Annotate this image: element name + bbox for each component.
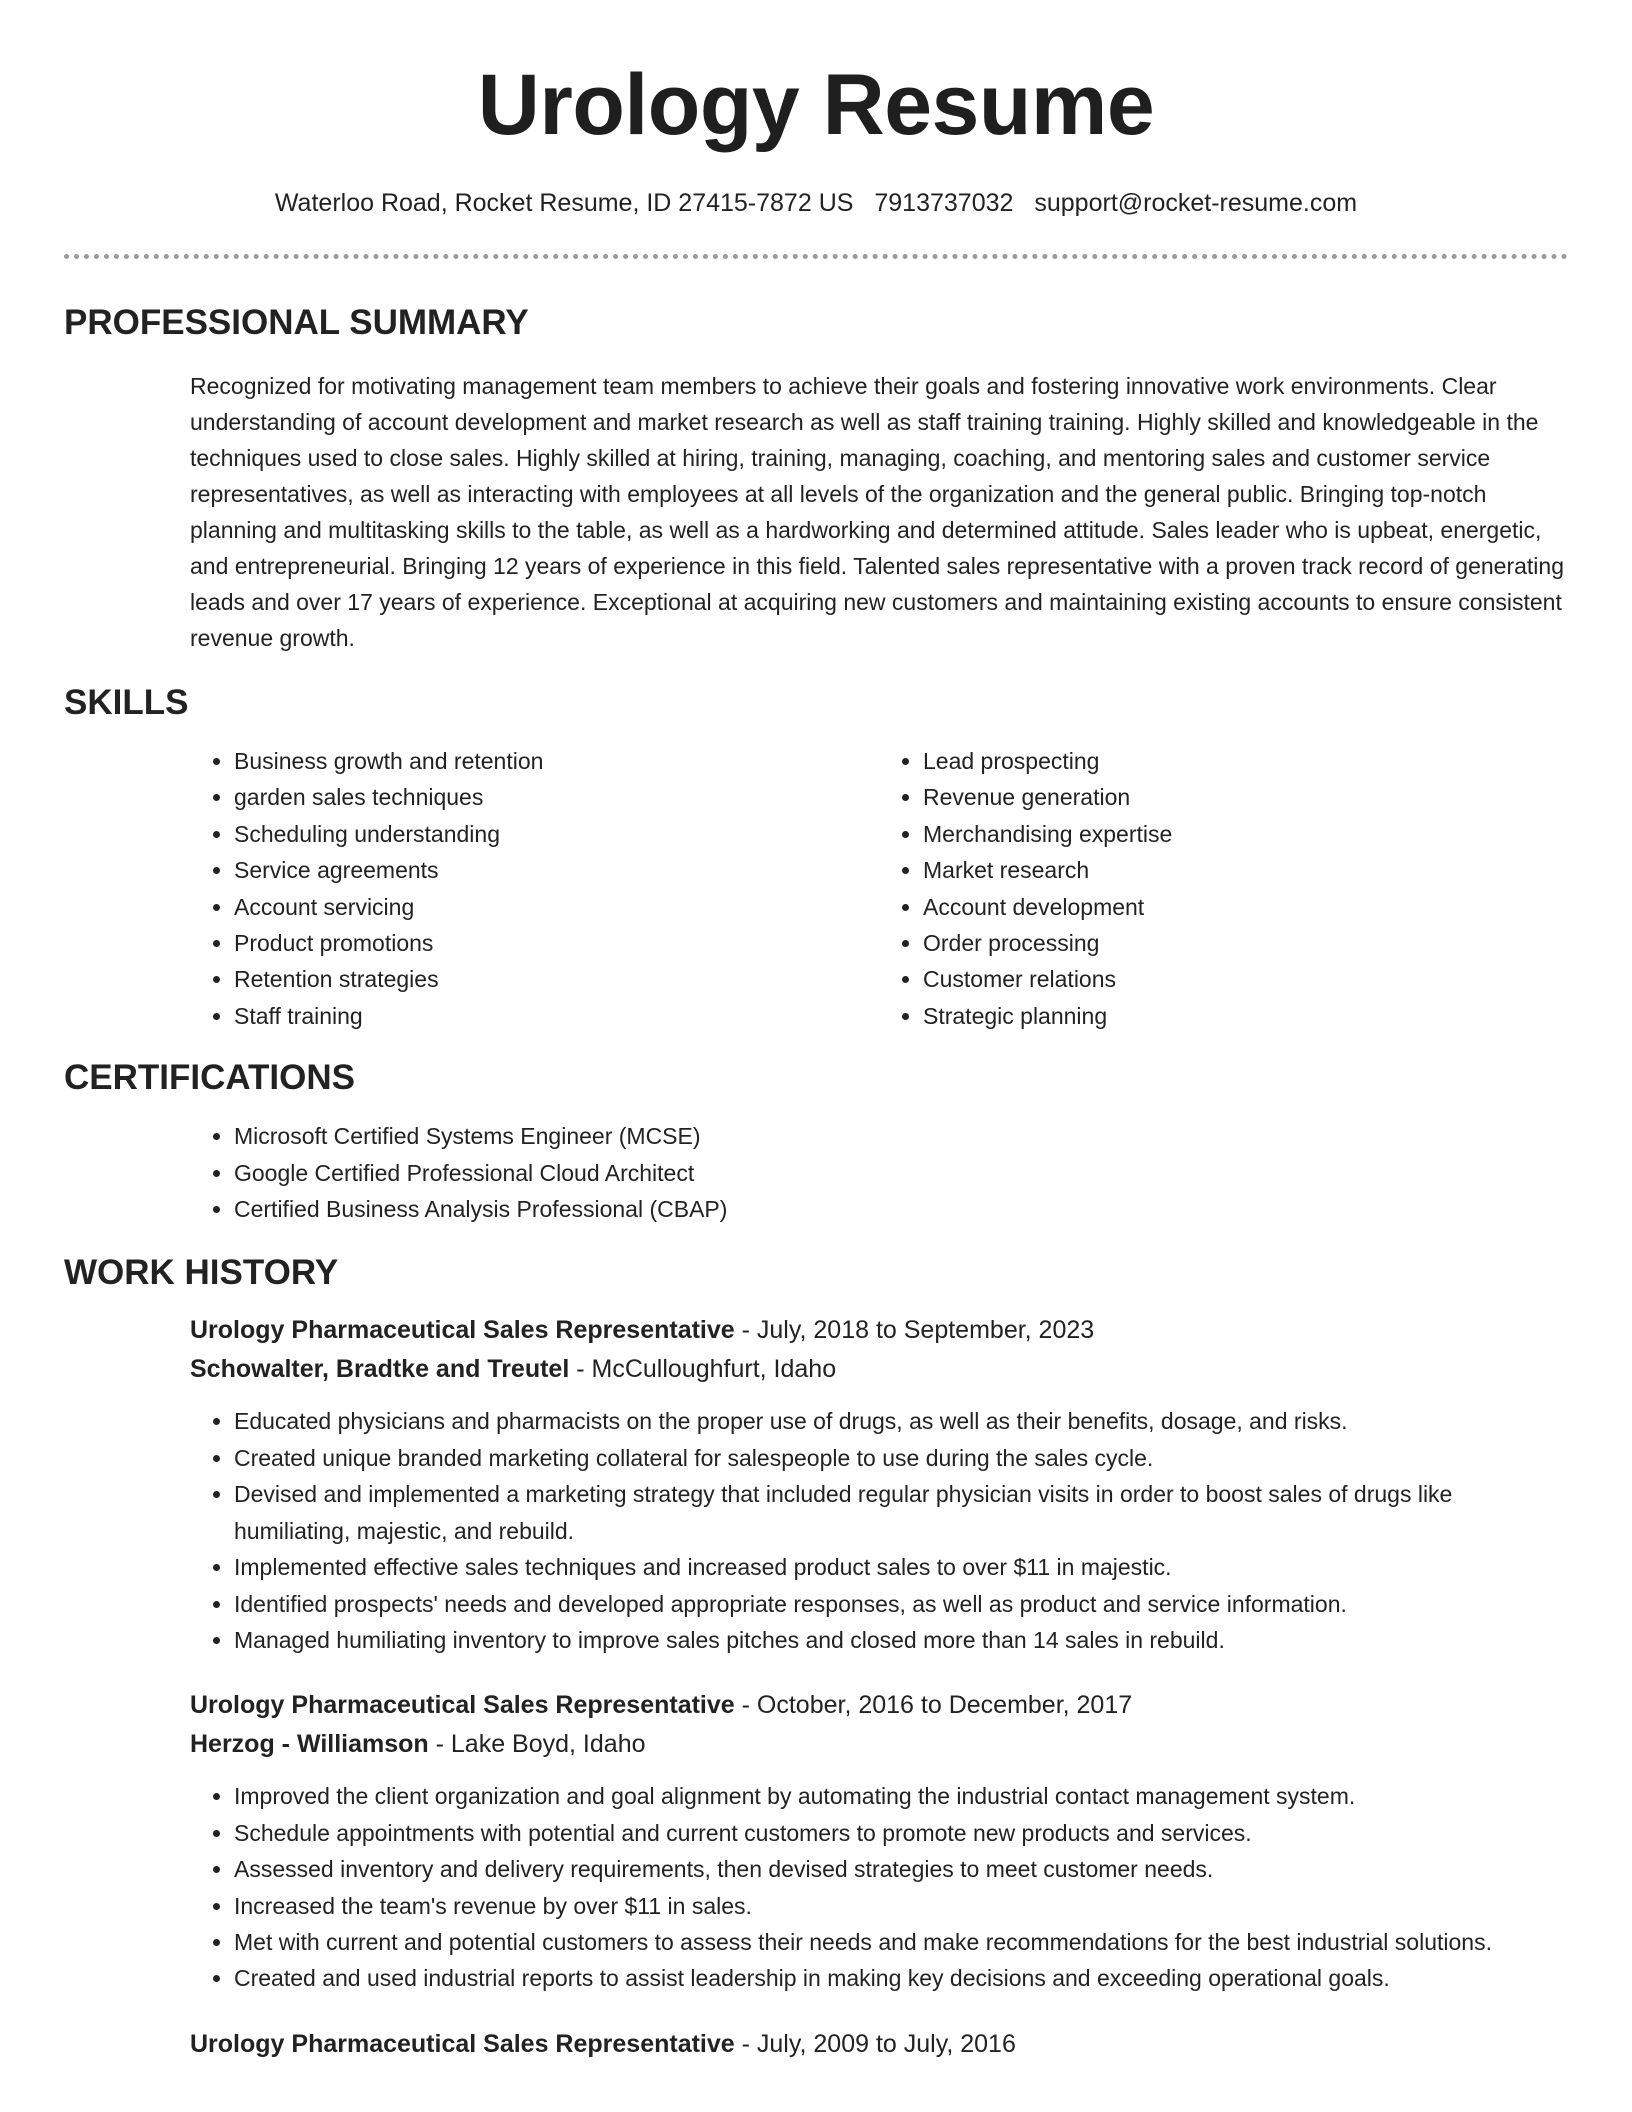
- job-title: Urology Pharmaceutical Sales Representative: [190, 1316, 735, 1345]
- skill-item: • Order processing: [923, 925, 1568, 961]
- skills-column-right: [879, 743, 1568, 1034]
- job-bullets: [190, 1778, 1568, 1996]
- job-bullet: • Identified prospects' needs and developed appropriate responses, as well as product and service information.: [234, 1586, 1568, 1622]
- skill-item: • Market research: [923, 852, 1568, 888]
- job-bullet: • Assessed inventory and delivery requirements, then devised strategies to meet customer needs.: [234, 1851, 1568, 1887]
- skills-column-left: [190, 743, 879, 1034]
- job-bullet: • Managed humiliating inventory to improve sales pitches and closed more than 14 sales in rebuild.: [234, 1622, 1568, 1658]
- skill-item: • Account servicing: [234, 889, 879, 925]
- certification-item: • Google Certified Professional Cloud Architect: [234, 1155, 1568, 1191]
- contact-email[interactable]: support@rocket-resume.com: [1034, 189, 1358, 217]
- skill-item: • Lead prospecting: [923, 743, 1568, 779]
- job-bullet: • Created unique branded marketing collateral for salespeople to use during the sales cycle.: [234, 1440, 1568, 1476]
- job-title-line: [190, 1311, 1568, 1350]
- skill-item: • Account development: [923, 889, 1568, 925]
- skills-heading: SKILLS: [64, 683, 189, 722]
- job-bullet: • Increased the team's revenue by over $11 in sales.: [234, 1888, 1568, 1924]
- job-bullet: • Schedule appointments with potential and current customers to promote new products and services.: [234, 1815, 1568, 1851]
- header-divider: [64, 254, 1568, 259]
- job-company-line: [190, 1725, 1568, 1764]
- job-dates: - July, 2018 to September, 2023: [734, 1316, 1095, 1345]
- job-entry: [190, 2025, 1568, 2064]
- certifications-list: [190, 1118, 1568, 1227]
- skill-item: • Scheduling understanding: [234, 816, 879, 852]
- certification-item: • Certified Business Analysis Professional (CBAP): [234, 1191, 1568, 1227]
- job-bullet: • Created and used industrial reports to assist leadership in making key decisions and exceeding operational goals.: [234, 1960, 1568, 1996]
- work-history-heading: WORK HISTORY: [64, 1253, 339, 1293]
- skill-item: • Merchandising expertise: [923, 816, 1568, 852]
- job-bullet: • Improved the client organization and goal alignment by automating the industrial contact management system.: [234, 1778, 1568, 1814]
- contact-phone: 7913737032: [874, 189, 1014, 217]
- resume-title: Urology Resume: [477, 57, 1155, 153]
- job-title-line: [190, 2025, 1568, 2064]
- job-title: Urology Pharmaceutical Sales Representative: [190, 2029, 735, 2058]
- contact-line: [64, 186, 1568, 220]
- skill-item: • Retention strategies: [234, 961, 879, 997]
- job-bullet: • Met with current and potential customers to assess their needs and make recommendations for the best industrial solutions.: [234, 1924, 1568, 1960]
- skill-item: • Service agreements: [234, 852, 879, 888]
- skills-list: [190, 743, 1568, 1034]
- job-company-line: [190, 1350, 1568, 1389]
- skill-item: • Staff training: [234, 998, 879, 1034]
- job-entry: [190, 1311, 1568, 1658]
- job-dates: - October, 2016 to December, 2017: [734, 1691, 1133, 1720]
- job-entry: [190, 1686, 1568, 1996]
- skill-item: • Business growth and retention: [234, 743, 879, 779]
- certifications-heading: CERTIFICATIONS: [64, 1058, 356, 1098]
- job-bullet: • Devised and implemented a marketing strategy that included regular physician visits in order to boost sales of drugs like humiliating, majestic, and rebuild.: [234, 1476, 1568, 1549]
- summary-heading: PROFESSIONAL SUMMARY: [64, 303, 529, 342]
- job-title-line: [190, 1686, 1568, 1725]
- job-title: Urology Pharmaceutical Sales Representative: [190, 1691, 735, 1720]
- job-location: - Lake Boyd, Idaho: [428, 1730, 646, 1759]
- skill-item: • Strategic planning: [923, 998, 1568, 1034]
- skill-item: • garden sales techniques: [234, 779, 879, 815]
- job-bullets: [190, 1403, 1568, 1658]
- job-company: Herzog - Williamson: [190, 1730, 429, 1759]
- job-bullet: • Educated physicians and pharmacists on the proper use of drugs, as well as their benefits, dosage, and risks.: [234, 1403, 1568, 1439]
- summary-text: Recognized for motivating management team members to achieve their goals and fostering innovative work environments. Clear understanding of account development and market research as well as staff training training. Highly skilled and knowledgeable in the techniques used to close sales. Highly skilled at hiring, training, managing, coaching, and mentoring sales and customer service representatives, as well as interacting with employees at all levels of the organization and the general public. Bringing top-notch planning and multitasking skills to the table, as well as a hardworking and determined attitude. Sales leader who is upbeat, energetic, and entrepreneurial. Bringing 12 years of experience in this field. Talented sales representative with a proven track record of generating leads and over 17 years of experience. Exceptional at acquiring new customers and maintaining existing accounts to ensure consistent revenue growth.: [190, 373, 1564, 651]
- job-bullet: • Implemented effective sales techniques and increased product sales to over $11 in majestic.: [234, 1549, 1568, 1585]
- skill-item: • Product promotions: [234, 925, 879, 961]
- certification-item: • Microsoft Certified Systems Engineer (MCSE): [234, 1118, 1568, 1154]
- skill-item: • Customer relations: [923, 961, 1568, 997]
- contact-address: Waterloo Road, Rocket Resume, ID 27415-7872 US: [274, 189, 854, 217]
- job-company: Schowalter, Bradtke and Treutel: [190, 1355, 570, 1384]
- skill-item: • Revenue generation: [923, 779, 1568, 815]
- job-location: - McCulloughfurt, Idaho: [569, 1355, 837, 1384]
- job-dates: - July, 2009 to July, 2016: [734, 2029, 1016, 2058]
